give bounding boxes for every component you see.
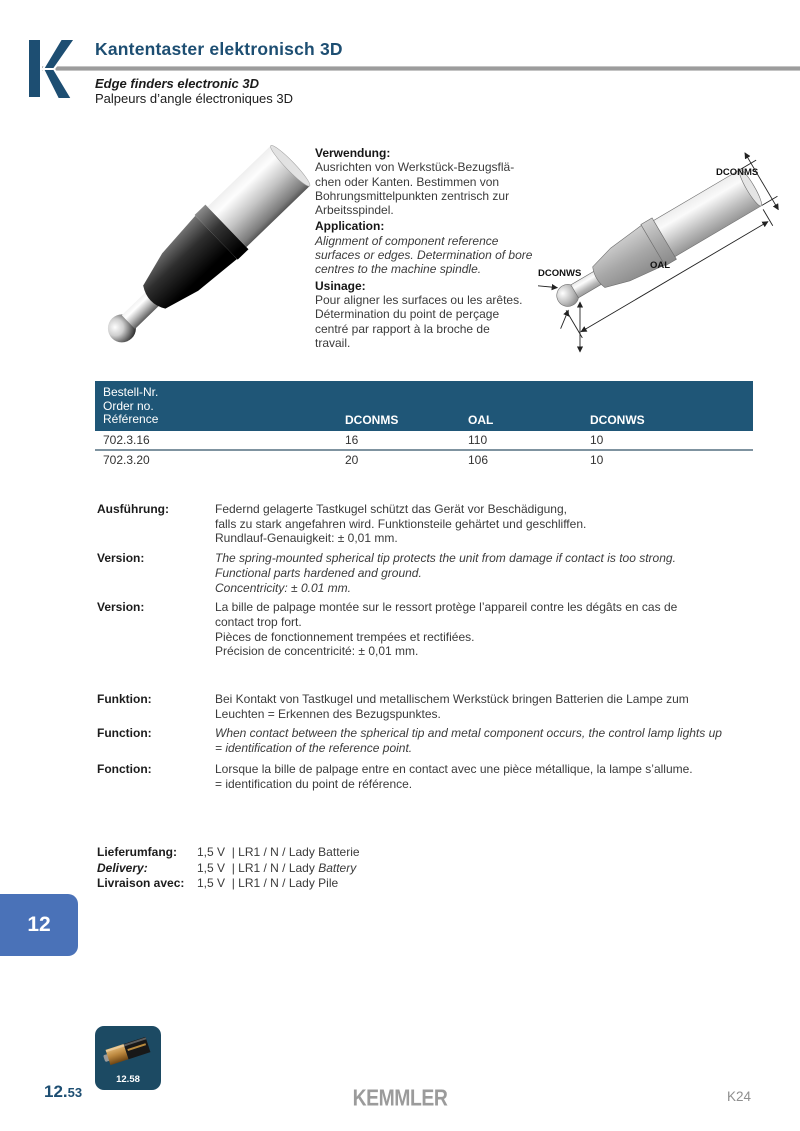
column-header-dconms: DCONMS	[337, 381, 460, 431]
spec-body: Bei Kontakt von Tastkugel und metallischem Werkstück bringen Batterien die Lampe zum Leuchten = Erkennen des Bezugspunktes.	[215, 692, 689, 721]
spec-body: When contact between the spherical tip and metal component occurs, the control lamp lights up = identification of the reference point.	[215, 726, 722, 756]
spec-body: Lorsque la bille de palpage entre en contact avec une pièce métallique, la lampe s’allume. = identification du point de référence.	[215, 761, 693, 791]
chapter-tab: 12	[0, 894, 78, 956]
spec-fonction-fr	[97, 762, 761, 791]
subtitle-english: Edge finders electronic 3D	[95, 76, 259, 91]
catalog-code: K24	[727, 1089, 752, 1104]
brand-logo: KEMMLER	[352, 1084, 448, 1111]
thumbnail-code: 12.58	[116, 1074, 140, 1085]
spec-label: Fonction:	[97, 761, 152, 776]
spec-label: Funktion:	[97, 692, 152, 707]
table-row	[95, 450, 753, 469]
spec-body: The spring-mounted spherical tip protects the unit from damage if contact is too strong. Functional parts hardened and ground. Concentricity: ± 0.01 mm.	[215, 551, 676, 595]
table-cell: 10	[582, 431, 753, 450]
kemmler-k-logo-icon	[27, 38, 77, 100]
battery-thumbnail	[95, 1026, 161, 1090]
usage-label-fr: Usinage:	[315, 278, 366, 293]
table-cell: 20	[345, 453, 359, 467]
spec-version-en	[97, 551, 761, 595]
spec-version-fr	[97, 600, 761, 659]
usage-text-de: Ausrichten von Werkstück-Bezugsflä- chen oder Kanten. Bestimmen von Bohrungsmittelpunkten zentrisch zur Arbeitsspindel.	[315, 160, 515, 218]
spec-function-en	[97, 726, 761, 755]
table-body	[95, 431, 753, 469]
delivery-value: 1,5 V | LR1 / N / Lady Battery	[197, 860, 357, 875]
table-cell: 10	[590, 453, 604, 467]
page-subtitles	[95, 77, 293, 106]
spec-body: Federnd gelagerte Tastkugel schützt das Gerät vor Beschädigung, falls zu stark angefahren wird. Funktionsteile gehärtet und geschliffen. Rundlauf-Genauigkeit: ± 0,01 mm.	[215, 502, 587, 546]
usage-label-en: Application:	[315, 219, 385, 234]
spec-ausfuehrung	[97, 502, 761, 546]
spec-label: Ausführung:	[97, 502, 169, 516]
spec-label: Version:	[97, 551, 145, 566]
delivery-value: 1,5 V | LR1 / N / Lady Batterie	[197, 845, 360, 859]
header-divider	[35, 66, 800, 71]
page-number: 12.53	[44, 1082, 83, 1101]
delivery-row-fr	[97, 876, 360, 892]
delivery-value: 1,5 V | LR1 / N / Lady Pile	[197, 876, 339, 891]
dim-label-dconws: DCONWS	[538, 268, 582, 279]
column-header-oal: OAL	[460, 381, 582, 431]
subtitle-french: Palpeurs d’angle électroniques 3D	[95, 90, 294, 106]
table-cell: 110	[460, 431, 582, 450]
delivery-label: Livraison avec:	[97, 876, 185, 891]
spec-label: Function:	[97, 726, 152, 741]
delivery-label: Delivery:	[97, 860, 148, 875]
table-row	[95, 431, 753, 450]
order-table	[95, 381, 753, 469]
delivery-section	[97, 845, 360, 892]
spec-label: Version:	[97, 600, 145, 615]
usage-text-fr: Pour aligner les surfaces ou les arêtes. Détermination du point de perçage centré par rapport à la broche de travail.	[315, 292, 523, 350]
product-photo	[88, 140, 323, 355]
usage-text	[315, 146, 545, 350]
spec-funktion	[97, 692, 761, 721]
technical-drawing	[538, 142, 798, 362]
delivery-label: Lieferumfang:	[97, 845, 178, 859]
usage-text-en: Alignment of component reference surfaces or edges. Determination of bore centres to the machine spindle.	[315, 233, 533, 277]
table-cell: 16	[337, 431, 460, 450]
delivery-row-en	[97, 861, 360, 877]
table-cell: 702.3.20	[103, 453, 150, 467]
order-table-header	[95, 381, 753, 431]
dim-label-dconms: DCONMS	[716, 167, 759, 178]
usage-label-de: Verwendung:	[315, 146, 391, 160]
page-title: Kantentaster elektronisch 3D	[95, 39, 343, 59]
battery-icon	[95, 1026, 161, 1072]
spec-sections	[97, 502, 761, 791]
delivery-row-de	[97, 845, 360, 861]
dim-label-oal: OAL	[650, 260, 671, 271]
order-no-header: Bestell-Nr. Order no. Référence	[95, 381, 337, 431]
table-cell: 702.3.16	[95, 431, 337, 450]
column-header-dconws: DCONWS	[582, 381, 753, 431]
table-cell: 106	[468, 453, 489, 467]
spec-body: La bille de palpage montée sur le ressort protège l’appareil contre les dégâts en cas de contact trop fort. Pièces de fonctionnement trempées et rectifiées. Précision de concentricité: ± 0,01 mm.	[215, 600, 678, 659]
